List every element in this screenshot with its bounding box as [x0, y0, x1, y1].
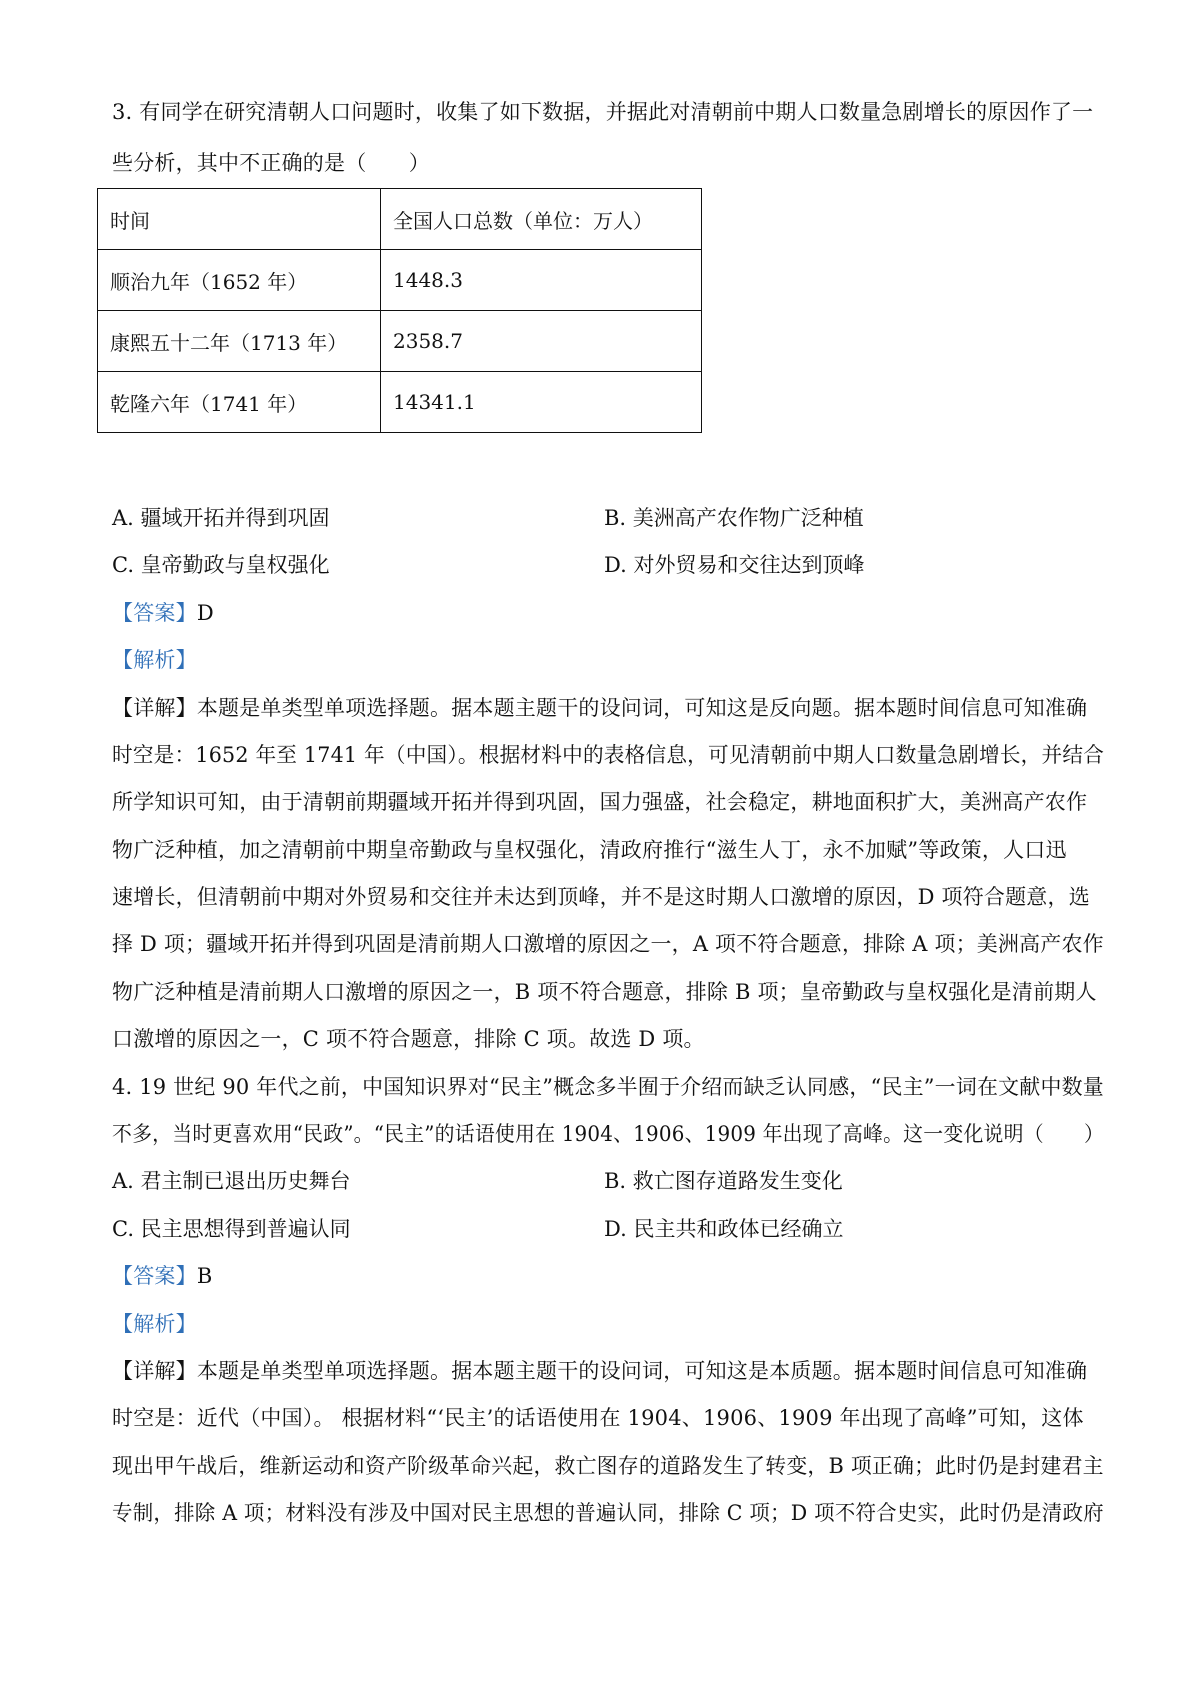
detail-text: 本题是单类型单项选择题。据本题主题干的设问词，可知这是本质题。据本题时间信息可知准确: [196, 1359, 1088, 1383]
q3-option-d: D. 对外贸易和交往达到顶峰: [604, 553, 865, 577]
q4-option-c: C. 民主思想得到普遍认同: [112, 1217, 351, 1241]
population-table: [97, 188, 702, 433]
q3-detail-line-5: 速增长，但清朝前中期对外贸易和交往并未达到顶峰，并不是这时期人口激增的原因，D 项符合题意，选: [112, 885, 1090, 909]
q3-detail-line-3: 所学知识可知，由于清朝前期疆域开拓并得到巩固，国力强盛，社会稳定，耕地面积扩大，美洲高产农作: [112, 790, 1088, 814]
table-row: [98, 372, 702, 433]
answer-value: B: [196, 1264, 213, 1288]
table-row: [98, 311, 702, 372]
q4-option-a: A. 君主制已退出历史舞台: [112, 1169, 351, 1193]
q3-detail-line-7: 物广泛种植是清前期人口激增的原因之一，B 项不符合题意，排除 B 项；皇帝勤政与皇权强化是清前期人: [112, 980, 1097, 1004]
q3-detail-line-4: 物广泛种植，加之清朝前中期皇帝勤政与皇权强化，清政府推行“滋生人丁，永不加赋”等政策，人口迅: [112, 838, 1067, 862]
q3-stem-line-1: 3. 有同学在研究清朝人口问题时，收集了如下数据，并据此对清朝前中期人口数量急剧增长的原因作了一: [112, 100, 1094, 124]
answer-tag: 【答案】: [112, 601, 197, 625]
q4-detail-line-3: 现出甲午战后，维新运动和资产阶级革命兴起，救亡图存的道路发生了转变，B 项正确；此时仍是封建君主: [112, 1454, 1104, 1478]
q3-detail-line-1: [112, 696, 1087, 720]
analysis-tag: 【解析】: [112, 1312, 197, 1336]
q3-analysis: [112, 648, 197, 672]
q4-option-b: B. 救亡图存道路发生变化: [604, 1169, 843, 1193]
q3-stem-line-2: 些分析，其中不正确的是（ ）: [112, 151, 430, 175]
answer-tag: 【答案】: [112, 1264, 197, 1288]
table-header-row: [98, 189, 702, 250]
q3-detail-line-6: 择 D 项；疆域开拓并得到巩固是清前期人口激增的原因之一，A 项不符合题意，排除 A 项；美洲高产农作: [112, 932, 1104, 956]
table-cell-population: 1448.3: [381, 250, 702, 311]
table-cell-population: 2358.7: [381, 311, 702, 372]
detail-tag: 【详解】: [112, 696, 197, 720]
q4-detail-line-4: 专制，排除 A 项；材料没有涉及中国对民主思想的普遍认同，排除 C 项；D 项不符合史实，此时仍是清政府: [112, 1501, 1104, 1525]
q4-detail-line-2: 时空是：近代（中国）。 根据材料“‘民主’的话语使用在 1904、1906、1909 年出现了高峰”可知，这体: [112, 1406, 1084, 1430]
q3-answer: [112, 601, 214, 625]
q4-analysis: [112, 1312, 197, 1336]
q4-option-d: D. 民主共和政体已经确立: [604, 1217, 844, 1241]
q3-detail-line-8: 口激增的原因之一，C 项不符合题意，排除 C 项。故选 D 项。: [112, 1027, 705, 1051]
q3-option-c: C. 皇帝勤政与皇权强化: [112, 553, 330, 577]
q4-stem-line-1: 4. 19 世纪 90 年代之前，中国知识界对“民主”概念多半囿于介绍而缺乏认同感，“民主”一词在文献中数量: [112, 1075, 1104, 1099]
q3-option-b: B. 美洲高产农作物广泛种植: [604, 506, 864, 530]
q4-answer: [112, 1264, 212, 1288]
table-cell-population: 14341.1: [381, 372, 702, 433]
q3-option-a: A. 疆域开拓并得到巩固: [112, 506, 330, 530]
detail-tag: 【详解】: [112, 1359, 197, 1383]
table-cell-time: 顺治九年（1652 年）: [98, 250, 381, 311]
table-row: [98, 250, 702, 311]
q4-detail-line-1: [112, 1359, 1087, 1383]
analysis-tag: 【解析】: [112, 648, 197, 672]
answer-value: D: [196, 601, 214, 625]
detail-text: 本题是单类型单项选择题。据本题主题干的设问词，可知这是反向题。据本题时间信息可知准确: [196, 696, 1088, 720]
q3-detail-line-2: 时空是：1652 年至 1741 年（中国）。根据材料中的表格信息，可见清朝前中期人口数量急剧增长，并结合: [112, 743, 1105, 767]
table-header-time: 时间: [98, 189, 381, 250]
table-header-population: 全国人口总数（单位：万人）: [381, 189, 702, 250]
table-cell-time: 康熙五十二年（1713 年）: [98, 311, 381, 372]
table-cell-time: 乾隆六年（1741 年）: [98, 372, 381, 433]
q4-stem-line-2: 不多，当时更喜欢用“民政”。“民主”的话语使用在 1904、1906、1909 年出现了高峰。这一变化说明（ ）: [112, 1122, 1105, 1146]
